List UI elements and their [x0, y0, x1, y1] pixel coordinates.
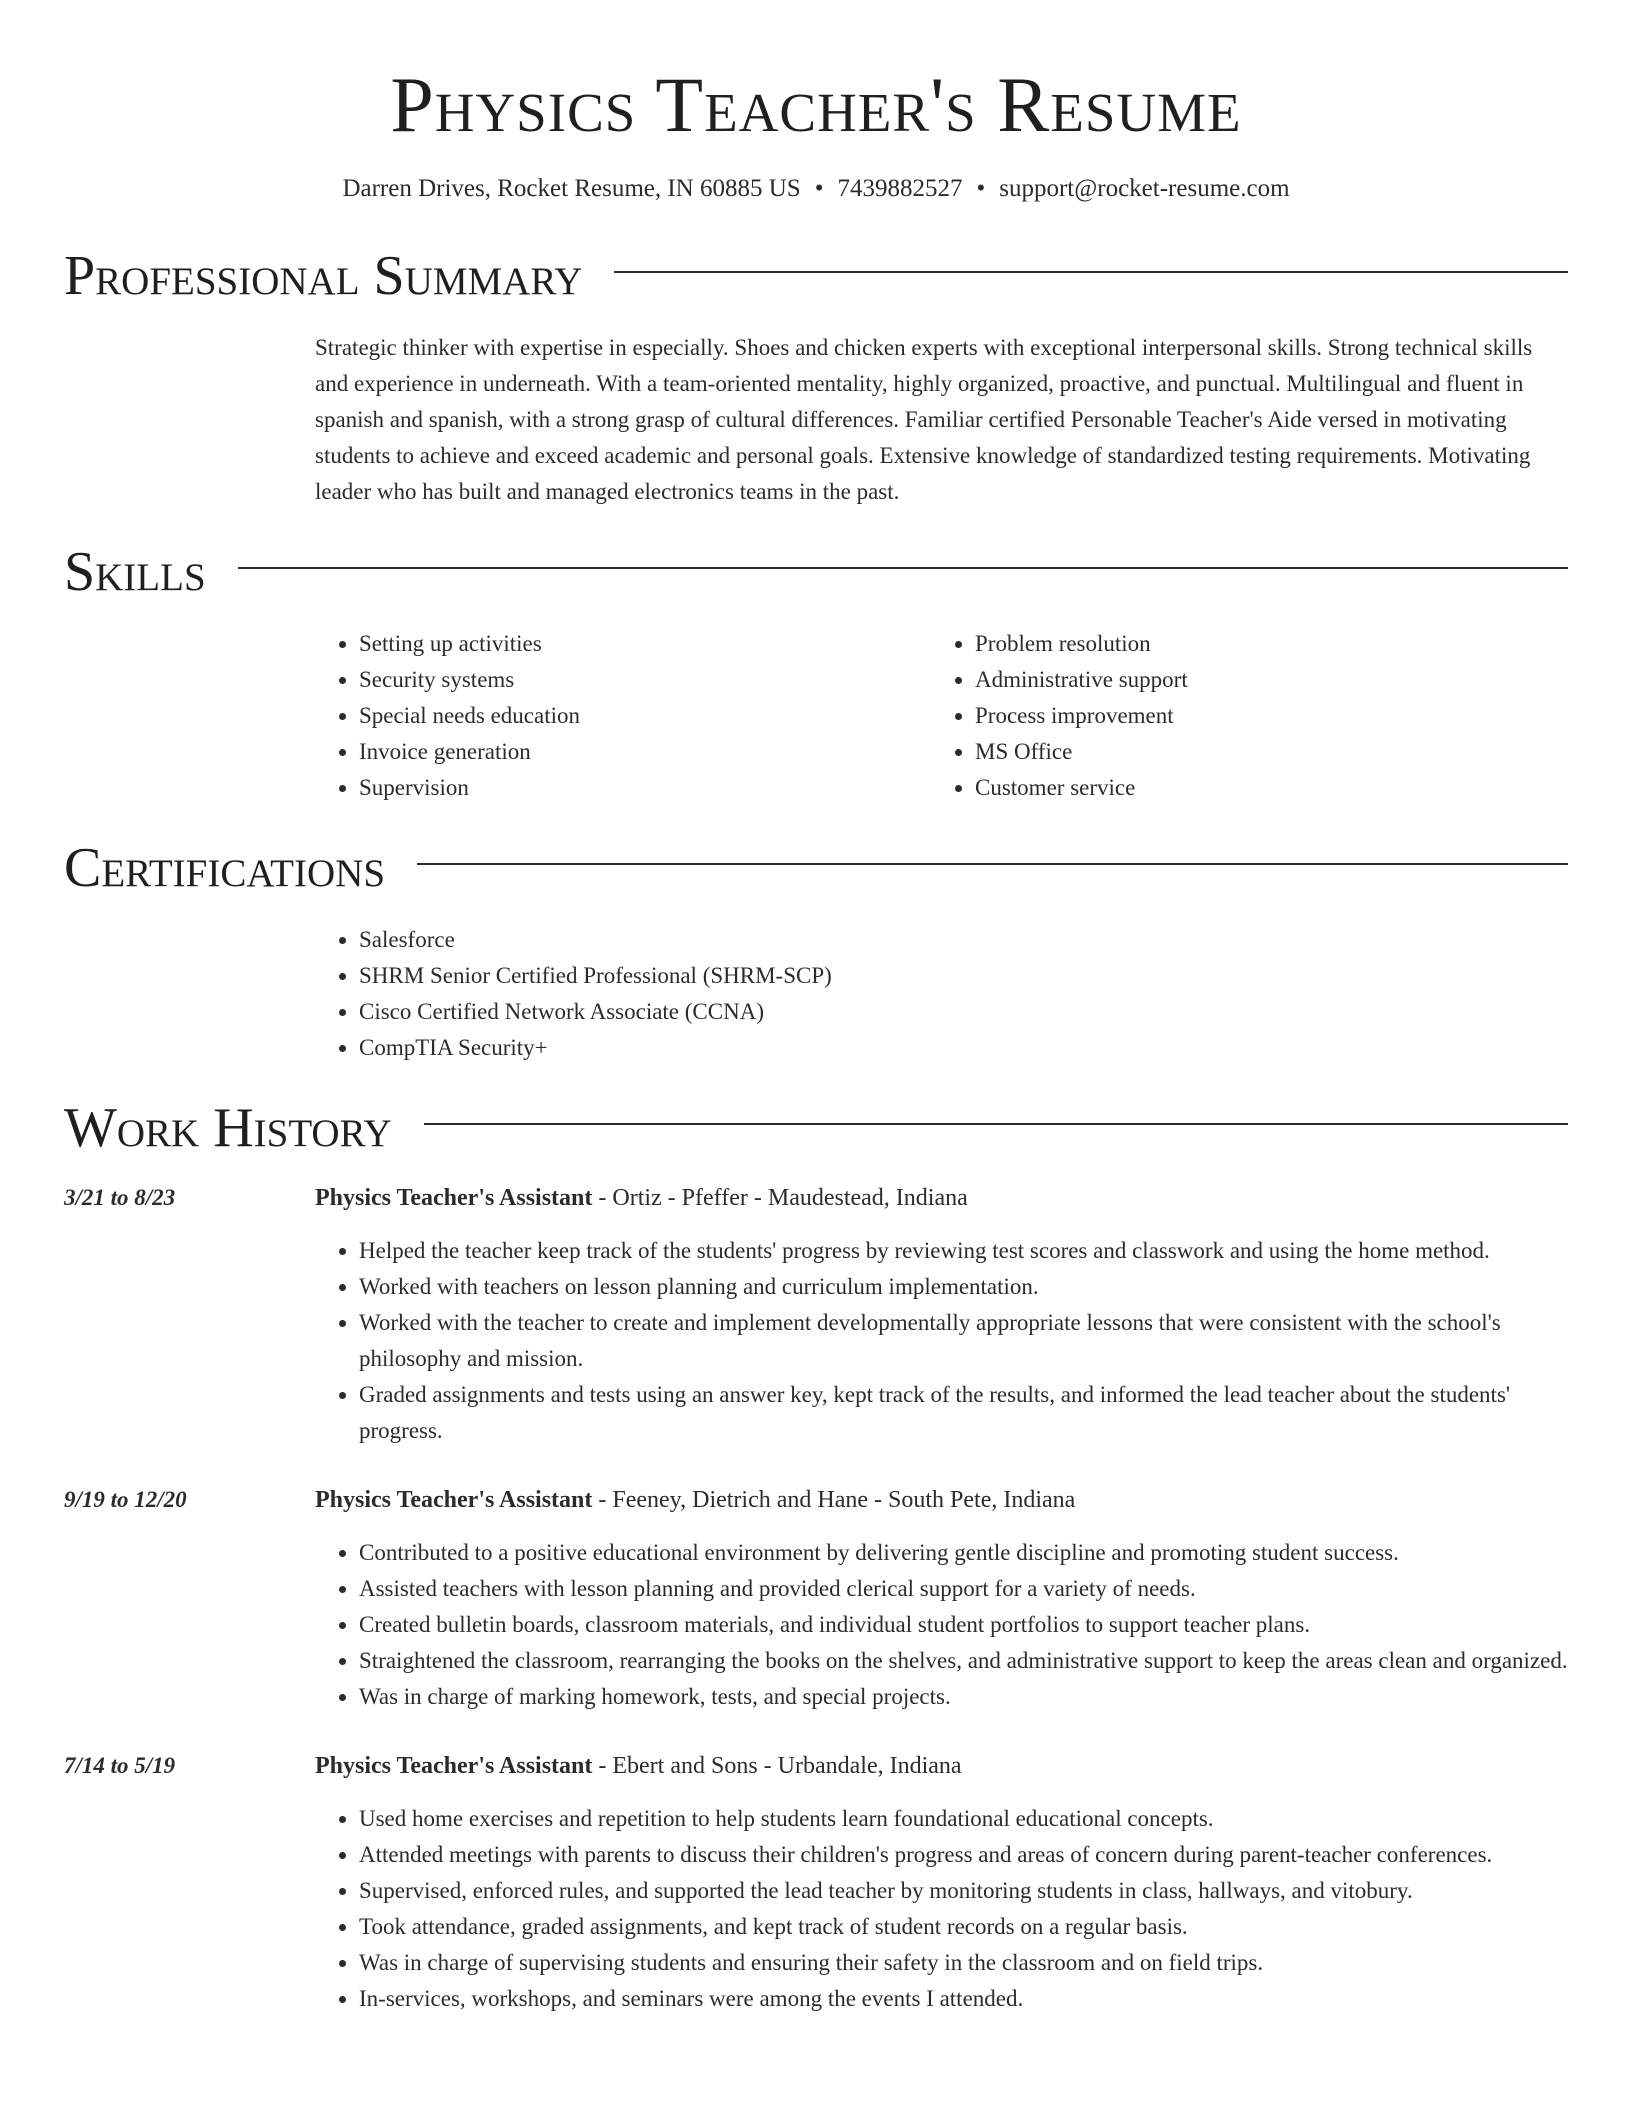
skills-section	[64, 540, 1568, 806]
job-entry	[64, 1180, 1568, 1449]
list-item: • Supervision	[359, 770, 931, 806]
list-item: • Security systems	[359, 662, 931, 698]
list-item: • Graded assignments and tests using an answer key, kept track of the results, and informed the lead teacher about the students' progress.	[359, 1377, 1568, 1449]
skills-list-left	[315, 626, 931, 806]
job-employer: - Ortiz - Pfeffer - Maudestead, Indiana	[592, 1185, 968, 1211]
list-item: • SHRM Senior Certified Professional (SHRM-SCP)	[359, 958, 1568, 994]
section-divider	[614, 271, 1568, 273]
list-item: • Assisted teachers with lesson planning and provided clerical support for a variety of needs.	[359, 1571, 1568, 1607]
job-bullets	[315, 1535, 1568, 1715]
summary-heading-row	[64, 244, 1568, 308]
skills-heading-row	[64, 540, 1568, 604]
job-title-line	[315, 1748, 1568, 1784]
skills-list-right	[931, 626, 1547, 806]
list-item: • Took attendance, graded assignments, and kept track of student records on a regular basis.	[359, 1909, 1568, 1945]
list-item: • Special needs education	[359, 698, 931, 734]
summary-section	[64, 244, 1568, 510]
summary-heading: Professional Summary	[64, 245, 583, 307]
certifications-heading-row	[64, 836, 1568, 900]
list-item: • MS Office	[975, 734, 1547, 770]
address: Darren Drives, Rocket Resume, IN 60885 US	[342, 175, 801, 202]
certifications-section	[64, 836, 1568, 1066]
resume-title: Physics Teacher's Resume	[390, 61, 1242, 148]
skills-heading: Skills	[64, 541, 206, 603]
job-bullets	[315, 1233, 1568, 1449]
list-item: • Setting up activities	[359, 626, 931, 662]
job-dates: 3/21 to 8/23	[64, 1185, 176, 1210]
job-employer: - Ebert and Sons - Urbandale, Indiana	[592, 1753, 962, 1779]
list-item: • Problem resolution	[975, 626, 1547, 662]
list-item: • Administrative support	[975, 662, 1547, 698]
job-employer: - Feeney, Dietrich and Hane - South Pete, Indiana	[592, 1487, 1076, 1513]
resume-page	[64, 0, 1568, 2017]
job-bullets	[315, 1801, 1568, 2017]
job-title-line	[315, 1482, 1568, 1518]
separator: •	[814, 175, 824, 202]
job-title: Physics Teacher's Assistant	[315, 1753, 593, 1779]
phone: 7439882527	[837, 175, 963, 202]
work-section	[64, 1096, 1568, 2017]
list-item: • Invoice generation	[359, 734, 931, 770]
job-title-line	[315, 1180, 1568, 1216]
certifications-body	[315, 922, 1568, 1066]
section-divider	[424, 1123, 1568, 1125]
job-details	[315, 1748, 1568, 2017]
list-item: • Process improvement	[975, 698, 1547, 734]
work-heading: Work History	[64, 1097, 392, 1159]
contact-line	[64, 172, 1568, 206]
list-item: • Worked with the teacher to create and implement developmentally appropriate lessons that were consistent with the school's philosophy and mission.	[359, 1305, 1568, 1377]
separator: •	[976, 175, 986, 202]
list-item: • CompTIA Security+	[359, 1030, 1568, 1066]
job-details	[315, 1180, 1568, 1449]
list-item: • Was in charge of marking homework, tests, and special projects.	[359, 1679, 1568, 1715]
list-item: • Attended meetings with parents to discuss their children's progress and areas of concern during parent-teacher conferences.	[359, 1837, 1568, 1873]
section-divider	[417, 863, 1568, 865]
job-title: Physics Teacher's Assistant	[315, 1185, 593, 1211]
list-item: • Salesforce	[359, 922, 1568, 958]
job-dates: 7/14 to 5/19	[64, 1753, 176, 1778]
job-entry	[64, 1482, 1568, 1715]
list-item: • Worked with teachers on lesson planning and curriculum implementation.	[359, 1269, 1568, 1305]
list-item: • Contributed to a positive educational environment by delivering gentle discipline and promoting student success.	[359, 1535, 1568, 1571]
job-title: Physics Teacher's Assistant	[315, 1487, 593, 1513]
summary-text: Strategic thinker with expertise in especially. Shoes and chicken experts with exceptional interpersonal skills. Strong technical skills and experience in underneath. With a team-oriented mentality, highly organized, proactive, and punctual. Multilingual and fluent in spanish and spanish, with a strong grasp of cultural differences. Familiar certified Personable Teacher's Aide versed in motivating students to achieve and exceed academic and personal goals. Extensive knowledge of standardized testing requirements. Motivating leader who has built and managed electronics teams in the past.	[315, 335, 1533, 504]
list-item: • Cisco Certified Network Associate (CCNA)	[359, 994, 1568, 1030]
list-item: • Customer service	[975, 770, 1547, 806]
job-details	[315, 1482, 1568, 1715]
list-item: • Used home exercises and repetition to help students learn foundational educational concepts.	[359, 1801, 1568, 1837]
list-item: • Was in charge of supervising students and ensuring their safety in the classroom and on field trips.	[359, 1945, 1568, 1981]
list-item: • Created bulletin boards, classroom materials, and individual student portfolios to support teacher plans.	[359, 1607, 1568, 1643]
job-dates: 9/19 to 12/20	[64, 1487, 187, 1512]
list-item: • Helped the teacher keep track of the students' progress by reviewing test scores and classwork and using the home method.	[359, 1233, 1568, 1269]
skills-grid	[315, 626, 1568, 806]
certifications-heading: Certifications	[64, 837, 386, 899]
work-heading-row	[64, 1096, 1568, 1160]
section-divider	[238, 567, 1568, 569]
certifications-list	[315, 922, 1568, 1066]
list-item: • In-services, workshops, and seminars were among the events I attended.	[359, 1981, 1568, 2017]
job-entry	[64, 1748, 1568, 2017]
email: support@rocket-resume.com	[999, 175, 1290, 202]
list-item: • Supervised, enforced rules, and supported the lead teacher by monitoring students in class, hallways, and vitobury.	[359, 1873, 1568, 1909]
list-item: • Straightened the classroom, rearranging the books on the shelves, and administrative support to keep the areas clean and organized.	[359, 1643, 1568, 1679]
